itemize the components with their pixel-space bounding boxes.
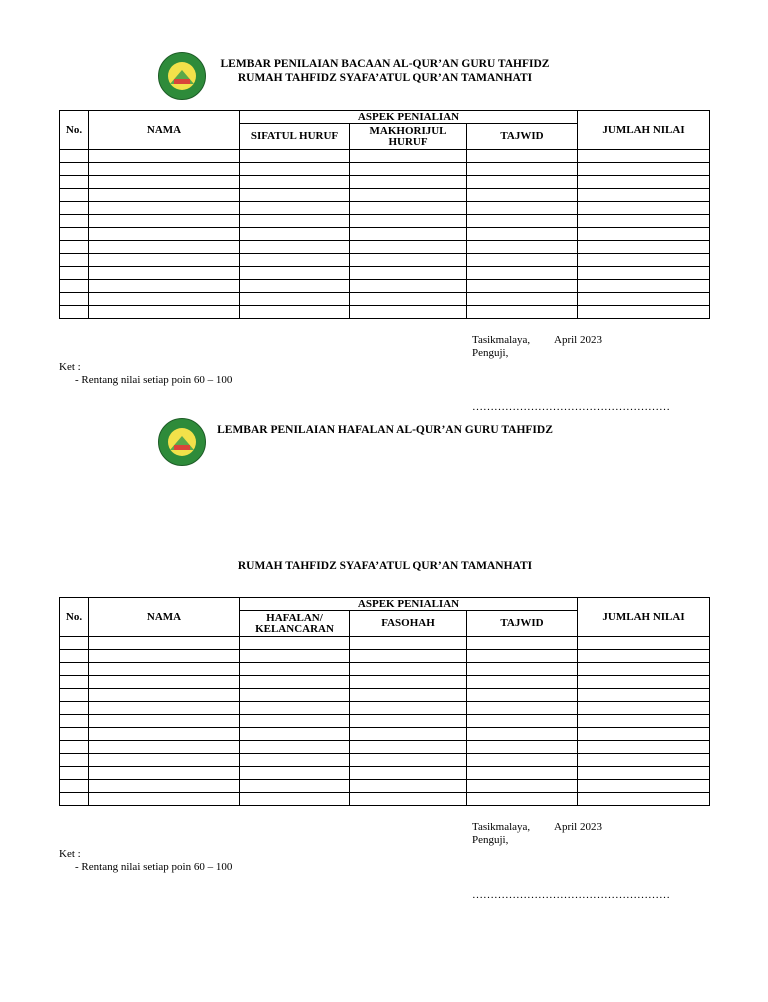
- table-cell: [240, 228, 350, 241]
- institution-logo: [158, 418, 206, 466]
- institution-logo: [158, 52, 206, 100]
- table-cell: [89, 267, 240, 280]
- table-cell: [467, 241, 578, 254]
- table-cell: [89, 754, 240, 767]
- table-cell: [467, 741, 578, 754]
- sheet1-ket-item: - Rentang nilai setiap poin 60 – 100: [75, 374, 233, 386]
- table-cell: [240, 780, 350, 793]
- table-cell: [467, 293, 578, 306]
- table-row: [60, 702, 710, 715]
- table-cell: [60, 793, 89, 806]
- table-cell: [89, 189, 240, 202]
- table-row: [60, 780, 710, 793]
- table-cell: [60, 202, 89, 215]
- sheet2-title-line1: LEMBAR PENILAIAN HAFALAN AL-QUR’AN GURU TAHFIDZ: [217, 424, 553, 436]
- table-cell: [467, 689, 578, 702]
- table-cell: [350, 280, 467, 293]
- sheet2-ket-label: Ket :: [59, 848, 81, 860]
- table-cell: [467, 637, 578, 650]
- table-cell: [89, 241, 240, 254]
- table-cell: [350, 728, 467, 741]
- table-row: [60, 306, 710, 319]
- table-cell: [578, 150, 710, 163]
- table-row: [60, 150, 710, 163]
- header-no: No.: [60, 598, 89, 637]
- table-row: [60, 241, 710, 254]
- table-cell: [60, 689, 89, 702]
- table-cell: [350, 215, 467, 228]
- table-cell: [240, 754, 350, 767]
- table-row: [60, 793, 710, 806]
- table-cell: [60, 254, 89, 267]
- table-cell: [467, 176, 578, 189]
- table-row: [60, 280, 710, 293]
- table-cell: [578, 293, 710, 306]
- table-cell: [60, 767, 89, 780]
- table-row: [60, 215, 710, 228]
- table-cell: [240, 189, 350, 202]
- table-cell: [240, 241, 350, 254]
- table-cell: [89, 650, 240, 663]
- table-cell: [89, 767, 240, 780]
- table-row: [60, 676, 710, 689]
- table-cell: [60, 637, 89, 650]
- table-cell: [89, 150, 240, 163]
- table-cell: [350, 741, 467, 754]
- table-cell: [350, 228, 467, 241]
- header-col1: HAFALAN/ KELANCARAN: [240, 611, 350, 637]
- table-cell: [578, 728, 710, 741]
- table-cell: [578, 241, 710, 254]
- table-cell: [89, 293, 240, 306]
- table-row: [60, 741, 710, 754]
- table-cell: [578, 715, 710, 728]
- table-cell: [467, 254, 578, 267]
- table-cell: [240, 702, 350, 715]
- table-cell: [60, 780, 89, 793]
- header-col2: FASOHAH: [350, 611, 467, 637]
- table-cell: [578, 189, 710, 202]
- table-cell: [467, 754, 578, 767]
- table-cell: [350, 267, 467, 280]
- table-cell: [240, 280, 350, 293]
- table-cell: [89, 663, 240, 676]
- table-cell: [467, 202, 578, 215]
- table-cell: [240, 163, 350, 176]
- table-cell: [89, 741, 240, 754]
- table-cell: [350, 306, 467, 319]
- table-cell: [578, 780, 710, 793]
- sheet1-signature-line: ………………………………………………: [472, 401, 670, 413]
- table-cell: [240, 728, 350, 741]
- sheet2-signature-line: ………………………………………………: [472, 889, 670, 901]
- table-cell: [89, 793, 240, 806]
- table-cell: [467, 215, 578, 228]
- table-cell: [240, 254, 350, 267]
- table-row: [60, 728, 710, 741]
- table-cell: [60, 741, 89, 754]
- sheet1-title-line2: RUMAH TAHFIDZ SYAFA’ATUL QUR’AN TAMANHATI: [237, 72, 533, 84]
- header-col2: MAKHORIJUL HURUF: [350, 124, 467, 150]
- table-cell: [240, 715, 350, 728]
- table-cell: [578, 228, 710, 241]
- table-cell: [350, 189, 467, 202]
- table-cell: [467, 189, 578, 202]
- table-cell: [60, 280, 89, 293]
- table-cell: [240, 689, 350, 702]
- table-cell: [60, 241, 89, 254]
- table-cell: [60, 176, 89, 189]
- table-row: [60, 715, 710, 728]
- table-cell: [60, 702, 89, 715]
- table-cell: [240, 306, 350, 319]
- table-row: [60, 767, 710, 780]
- table-row: [60, 754, 710, 767]
- table-cell: [89, 676, 240, 689]
- header-aspek: ASPEK PENIALIAN: [240, 598, 578, 611]
- table-cell: [240, 650, 350, 663]
- table-cell: [60, 650, 89, 663]
- sheet1-assessment-table: [59, 110, 710, 319]
- table-cell: [578, 741, 710, 754]
- table-row: [60, 293, 710, 306]
- table-cell: [240, 293, 350, 306]
- sheet2-ket-item: - Rentang nilai setiap poin 60 – 100: [75, 861, 233, 873]
- table-row: [60, 202, 710, 215]
- table-cell: [60, 676, 89, 689]
- table-row: [60, 189, 710, 202]
- table-row: [60, 163, 710, 176]
- header-nama: NAMA: [89, 111, 240, 150]
- table-cell: [60, 293, 89, 306]
- table-cell: [578, 280, 710, 293]
- sheet1-ket-label: Ket :: [59, 361, 81, 373]
- header-col3: TAJWID: [467, 124, 578, 150]
- table-cell: [89, 228, 240, 241]
- table-cell: [467, 702, 578, 715]
- table-cell: [578, 202, 710, 215]
- table-cell: [350, 650, 467, 663]
- table-cell: [60, 715, 89, 728]
- table-cell: [467, 663, 578, 676]
- table-cell: [240, 767, 350, 780]
- table-cell: [467, 676, 578, 689]
- table-cell: [350, 663, 467, 676]
- header-col1: SIFATUL HURUF: [240, 124, 350, 150]
- table-cell: [578, 163, 710, 176]
- table-cell: [60, 728, 89, 741]
- table-cell: [89, 176, 240, 189]
- table-cell: [60, 306, 89, 319]
- table-cell: [89, 780, 240, 793]
- table-cell: [350, 150, 467, 163]
- header-no: No.: [60, 111, 89, 150]
- sheet2-assessment-table: [59, 597, 710, 806]
- table-cell: [60, 215, 89, 228]
- table-cell: [578, 637, 710, 650]
- table-cell: [467, 280, 578, 293]
- table-cell: [467, 163, 578, 176]
- table-cell: [60, 663, 89, 676]
- table-cell: [240, 150, 350, 163]
- table-cell: [350, 176, 467, 189]
- header-jumlah: JUMLAH NILAI: [578, 598, 710, 637]
- table-cell: [350, 293, 467, 306]
- sheet1-examiner: Penguji,: [472, 347, 509, 359]
- table-row: [60, 267, 710, 280]
- table-cell: [578, 215, 710, 228]
- table-cell: [240, 663, 350, 676]
- header-aspek: ASPEK PENIALIAN: [240, 111, 578, 124]
- table-cell: [467, 728, 578, 741]
- table-cell: [60, 267, 89, 280]
- table-cell: [89, 163, 240, 176]
- sheet2-title-line2: RUMAH TAHFIDZ SYAFA’ATUL QUR’AN TAMANHATI: [237, 560, 533, 572]
- table-cell: [89, 728, 240, 741]
- table-cell: [240, 741, 350, 754]
- table-row: [60, 689, 710, 702]
- table-cell: [350, 715, 467, 728]
- table-cell: [350, 202, 467, 215]
- table-row: [60, 254, 710, 267]
- table-cell: [578, 793, 710, 806]
- table-cell: [578, 176, 710, 189]
- table-cell: [350, 676, 467, 689]
- table-cell: [60, 754, 89, 767]
- table-cell: [578, 663, 710, 676]
- table-row: [60, 637, 710, 650]
- table-cell: [350, 163, 467, 176]
- table-row: [60, 663, 710, 676]
- table-cell: [578, 254, 710, 267]
- header-nama: NAMA: [89, 598, 240, 637]
- table-cell: [240, 676, 350, 689]
- table-cell: [350, 689, 467, 702]
- table-cell: [578, 650, 710, 663]
- header-col3: TAJWID: [467, 611, 578, 637]
- table-cell: [578, 754, 710, 767]
- sheet1-date: April 2023: [554, 334, 602, 346]
- table-cell: [60, 228, 89, 241]
- table-cell: [467, 715, 578, 728]
- table-cell: [578, 689, 710, 702]
- table-cell: [350, 767, 467, 780]
- table-cell: [89, 254, 240, 267]
- table-cell: [240, 202, 350, 215]
- table-cell: [89, 637, 240, 650]
- table-cell: [89, 306, 240, 319]
- table-cell: [89, 689, 240, 702]
- header-jumlah: JUMLAH NILAI: [578, 111, 710, 150]
- table-cell: [350, 780, 467, 793]
- table-cell: [89, 715, 240, 728]
- table-cell: [60, 150, 89, 163]
- table-cell: [60, 189, 89, 202]
- table-cell: [578, 267, 710, 280]
- table-cell: [467, 150, 578, 163]
- sheet2-place: Tasikmalaya,: [472, 821, 531, 833]
- table-cell: [467, 780, 578, 793]
- table-cell: [89, 202, 240, 215]
- sheet1-place: Tasikmalaya,: [472, 334, 531, 346]
- table-cell: [89, 702, 240, 715]
- table-cell: [240, 215, 350, 228]
- table-cell: [350, 637, 467, 650]
- table-cell: [240, 793, 350, 806]
- table-cell: [578, 676, 710, 689]
- table-row: [60, 650, 710, 663]
- sheet1-title-line1: LEMBAR PENILAIAN BACAAN AL-QUR’AN GURU TAHFIDZ: [220, 58, 550, 70]
- table-cell: [350, 241, 467, 254]
- table-row: [60, 176, 710, 189]
- sheet2-date: April 2023: [554, 821, 602, 833]
- table-cell: [578, 306, 710, 319]
- table-cell: [578, 702, 710, 715]
- table-cell: [240, 176, 350, 189]
- table-cell: [467, 650, 578, 663]
- table-cell: [350, 702, 467, 715]
- sheet2-examiner: Penguji,: [472, 834, 509, 846]
- table-cell: [467, 793, 578, 806]
- table-cell: [60, 163, 89, 176]
- table-cell: [467, 767, 578, 780]
- table-cell: [240, 267, 350, 280]
- table-cell: [89, 280, 240, 293]
- table-cell: [350, 754, 467, 767]
- table-cell: [467, 306, 578, 319]
- table-cell: [89, 215, 240, 228]
- table-cell: [467, 228, 578, 241]
- table-cell: [240, 637, 350, 650]
- table-row: [60, 228, 710, 241]
- table-cell: [350, 254, 467, 267]
- table-cell: [467, 267, 578, 280]
- table-cell: [578, 767, 710, 780]
- table-cell: [350, 793, 467, 806]
